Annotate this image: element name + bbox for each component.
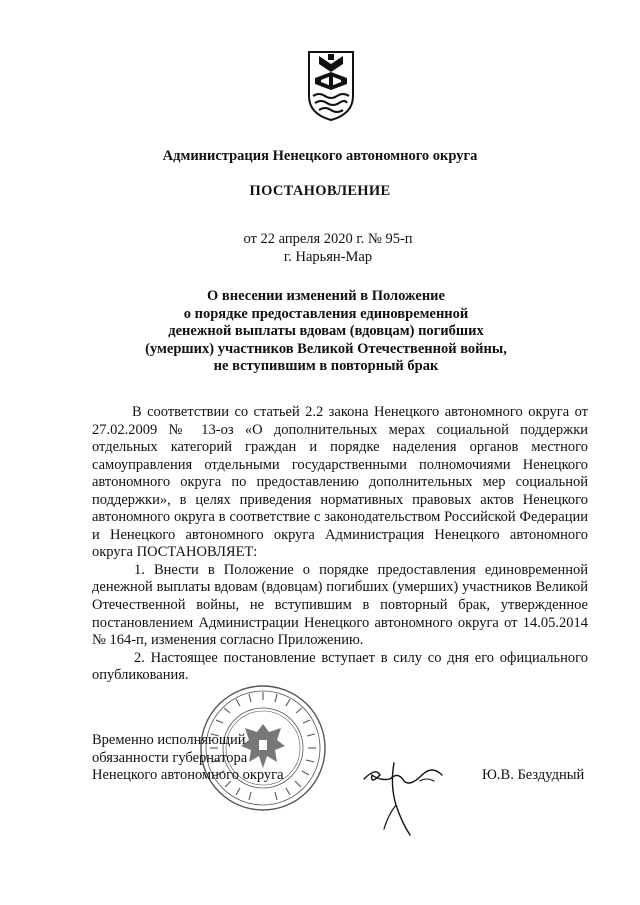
document-type: ПОСТАНОВЛЕНИЕ xyxy=(249,183,391,199)
document-city: г. Нарьян-Мар xyxy=(283,249,373,265)
title-line: не вступившим в повторный брак xyxy=(213,358,439,375)
signatory-position xyxy=(92,732,284,785)
document-title xyxy=(6,288,640,376)
position-line: Ненецкого автономного округа xyxy=(92,767,284,784)
position-line: обязанности губернатора xyxy=(92,749,248,766)
title-line: (умерших) участников Великой Отечественной войны, xyxy=(145,340,507,357)
title-line: о порядке предоставления единовременной xyxy=(183,305,469,322)
position-line: Временно исполняющий xyxy=(92,732,246,748)
item-2-paragraph: 2. Настоящее постановление вступает в силу со дня его официального опубликования. xyxy=(92,649,588,684)
preamble-paragraph: В соответствии со статьей 2.2 закона Ненецкого автономного округа от 27.02.2009 № 13-оз «О дополнительных мерах социальной поддержки отдельных категорий граждан и порядке наделения органов местного самоуправления отдельными государственными полномочиями Ненецкого автономного округа по предоставлению дополнительных мер социальной поддержки», в целях приведения нормативных правовых актов Ненецкого автономного округа в соответствие с законодательством Российской Федерации и Ненецкого автономного округа Администрация Ненецкого автономного округа ПОСТАНОВЛЯЕТ: xyxy=(92,404,588,561)
document-body xyxy=(92,404,588,685)
document-date-number: от 22 апреля 2020 г. № 95-п xyxy=(243,231,413,247)
title-line: денежной выплаты вдовам (вдовцам) погибших xyxy=(168,323,484,340)
signatory-name: Ю.В. Бездудный xyxy=(482,767,585,783)
title-line: О внесении изменений в Положение xyxy=(207,288,445,304)
handwritten-signature-icon xyxy=(350,745,460,840)
item-1-paragraph: 1. Внести в Положение о порядке предоставления единовременной денежной выплаты вдовам (вдовцам) погибших (умерших) участников Великой Отечественной войны, не вступившим в повторный брак, утвержденное постановлением Администрации Ненецкого автономного округа от 14.05.2014 № 164-п, изменения согласно Приложению. xyxy=(92,561,588,649)
coat-of-arms-icon xyxy=(305,50,357,122)
organization-name: Администрация Ненецкого автономного округа xyxy=(162,148,478,164)
